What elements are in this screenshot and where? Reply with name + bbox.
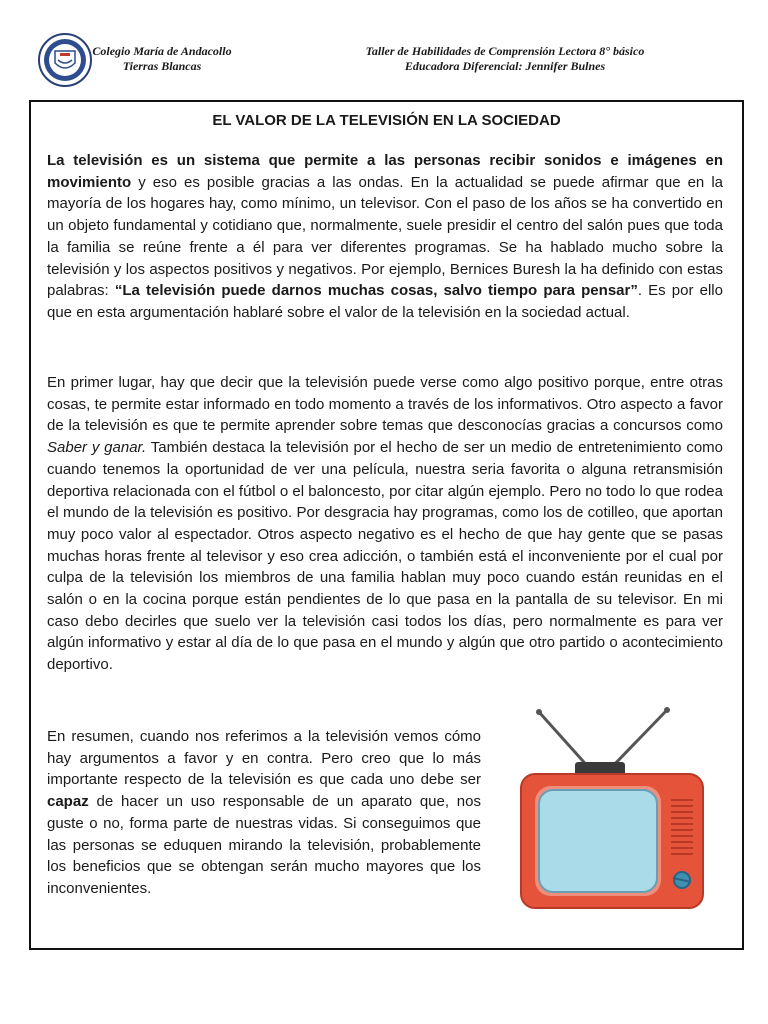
- intro-quote: “La televisión puede darnos muchas cosas, salvo tiempo para pensar”: [114, 282, 638, 300]
- tv-show-name: Saber y ganar.: [47, 439, 147, 457]
- body-text-b: También destaca la televisión por el hecho de ser un medio de entretenimiento como cuando tenemos la oportunidad de ver una película, nuestra seria favorita o alguna retransmisión deportiva relacionada con el fútbol o el baloncesto, por citar algún ejemplo. Pero no todo lo que rodea el mundo de la televisión es positivo. Por desgracia hay programas, como los de cotilleo, que aportan muy poco valor al espectador. Otros aspecto negativo es el hecho de que hay gente que se pasas muchas horas frente al televisor y eso crea adicción, o también está el inconveniente por el cual por culpa de la televisión los miembros de una familia hablan muy poco cuando están reunidas en el salón o en la cocina porque están pendientes de lo que pasa en la pantalla de su televisor. En mi caso debo decirles que suelo ver la televisión casi todos los días, pero normalmente es para ver algún informativo y estar al día de lo que pasa en el mundo y algún que otro partido o acontecimiento deportivo.: [47, 439, 724, 674]
- article-title: EL VALOR DE LA TELEVISIÓN EN LA SOCIEDAD: [212, 112, 561, 129]
- article-frame: [29, 100, 744, 950]
- page-header: [0, 0, 768, 100]
- television-illustration: [491, 700, 707, 912]
- intro-definition: La televisión es un sistema que permite a las personas recibir sonidos e imágenes en movimiento: [47, 152, 723, 191]
- conclusion-keyword: capaz: [47, 793, 89, 811]
- paragraph-conclusion: [47, 726, 481, 900]
- paragraph-body: [47, 372, 723, 676]
- school-block: [92, 44, 232, 74]
- body-text-a: En primer lugar, hay que decir que la televisión puede verse como algo positivo porque, entre otras cosas, te permite estar informado en todo momento a través de los informativos. Otro aspecto a favor de la televisión es que te permite aprender sobre temas que desconocías gracias a concursos como: [47, 374, 723, 435]
- school-name: Colegio María de Andacollo: [92, 44, 232, 58]
- school-crest-logo: [38, 33, 92, 87]
- educator-name: Educadora Diferencial: Jennifer Bulnes: [404, 59, 606, 73]
- conclusion-text-a: En resumen, cuando nos referimos a la televisión vemos cómo hay argumentos a favor y en contra. Pero creo que lo más importante respecto de la televisión es que cada uno debe ser: [47, 728, 481, 789]
- intro-text-a: y eso es posible gracias a las ondas. En la actualidad se puede afirmar que en la mayoría de los hogares hay, como mínimo, un televisor. Con el paso de los años se ha convertido en un objeto fundamental y cotidiano que, normalmente, suele presidir el centro del salón pues que toda la familia se reúne frente a él para ver diferentes programas. Se ha hablado mucho sobre la televisión y los aspectos positivos y negativos. Por ejemplo, Bernices Buresh la ha definido con estas palabras:: [47, 173, 723, 300]
- intro-text-b: . Es por ello que en esta argumentación hablaré sobre el valor de la televisión en la sociedad actual.: [47, 282, 723, 321]
- workshop-title: Taller de Habilidades de Comprensión Lectora 8° básico: [365, 44, 645, 58]
- workshop-block: [350, 44, 660, 74]
- conclusion-text-b: de hacer un uso responsable de un aparato que, nos guste o no, forma parte de nuestras vidas. Si conseguimos que las personas se eduquen mirando la televisión, probablemente los beneficios que se obtengan serán mucho mayores que los inconvenientes.: [47, 793, 481, 897]
- paragraph-intro: [47, 150, 723, 324]
- school-location: Tierras Blancas: [122, 59, 202, 73]
